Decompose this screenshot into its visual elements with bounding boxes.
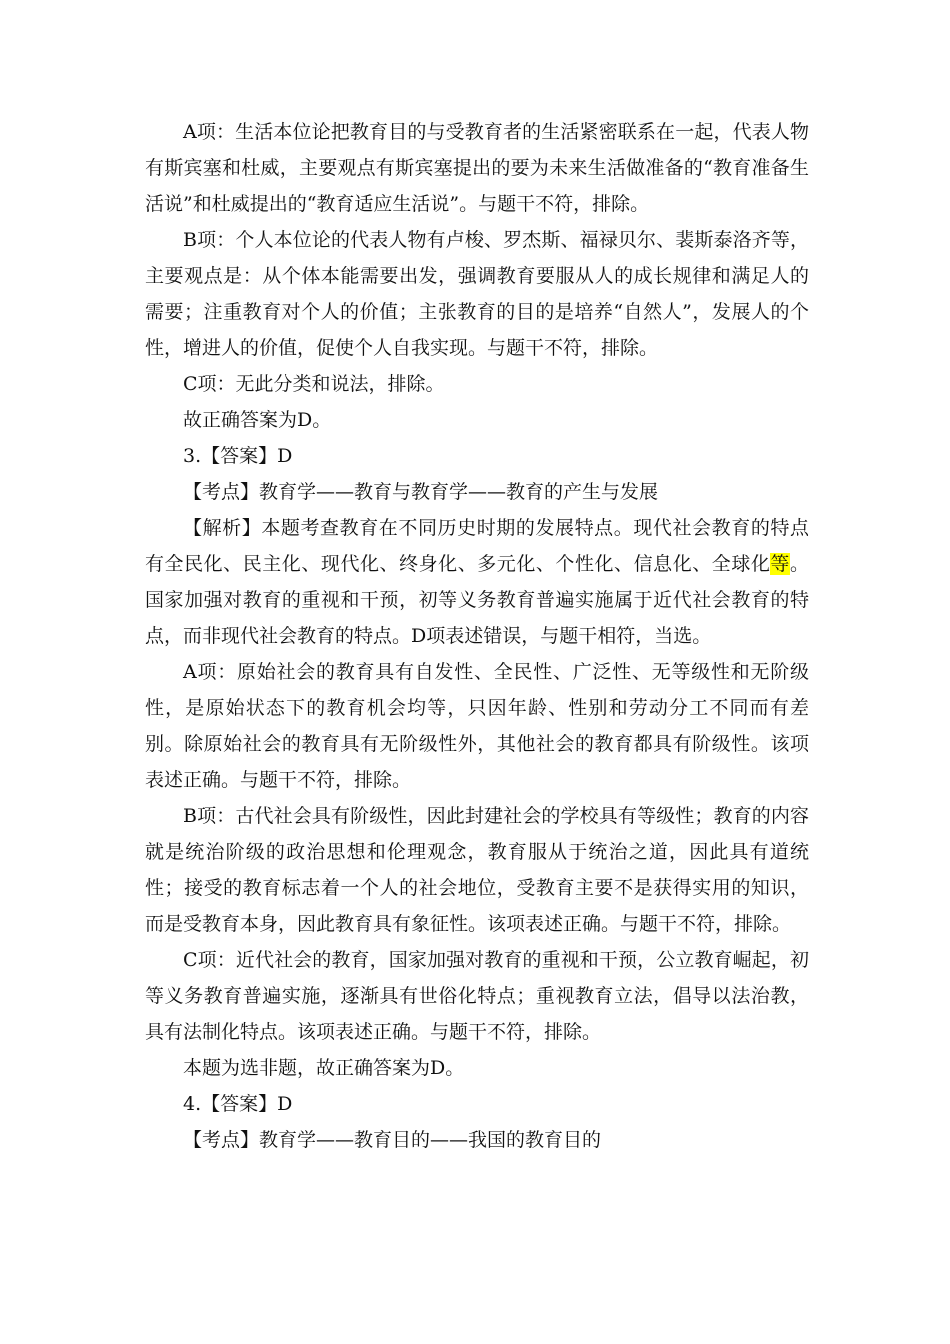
- paragraph-q3-option-b: B项：古代社会具有阶级性，因此封建社会的学校具有等级性；教育的内容就是统治阶级的政治思想和伦理观念，教育服从于统治之道，因此具有道统性；接受的教育标志着一个人的社会地位，受教育主要不是获得实用的知识，而是受教育本身，因此教育具有象征性。该项表述正确。与题干不符，排除。: [145, 805, 809, 935]
- paragraph-option-c: C项：无此分类和说法，排除。: [183, 373, 445, 395]
- answer-heading-q3: 3.【答案】D: [183, 445, 293, 467]
- document-page: [145, 114, 809, 1158]
- answer-heading-q4: 4.【答案】D: [183, 1093, 293, 1115]
- highlighted-text: 等: [770, 553, 790, 575]
- paragraph-q3-option-a: A项：原始社会的教育具有自发性、全民性、广泛性、无等级性和无阶级性，是原始状态下的教育机会均等，只因年龄、性别和劳动分工不同而有差别。除原始社会的教育具有无阶级性外，其他社会的教育都具有阶级性。该项表述正确。与题干不符，排除。: [145, 661, 809, 791]
- analysis-q3-text-before: 【解析】本题考查教育在不同历史时期的发展特点。现代社会教育的特点有全民化、民主化、现代化、终身化、多元化、个性化、信息化、全球化: [145, 517, 809, 575]
- paragraph-option-b-individual-based: B项：个人本位论的代表人物有卢梭、罗杰斯、福禄贝尔、裴斯泰洛齐等，主要观点是：从个体本能需要出发，强调教育要服从人的成长规律和满足人的需要；注重教育对个人的价值；主张教育的目的是培养“自然人”，发展人的个性，增进人的价值，促使个人自我实现。与题干不符，排除。: [145, 229, 809, 359]
- paragraph-conclusion: 故正确答案为D。: [183, 409, 332, 431]
- analysis-q3-text-after: 。国家加强对教育的重视和干预，初等义务教育普遍实施属于近代社会教育的特点，而非现代社会教育的特点。D项表述错误，与题干相符，当选。: [145, 553, 809, 647]
- paragraph-q3-option-c: C项：近代社会的教育，国家加强对教育的重视和干预，公立教育崛起，初等义务教育普遍实施，逐渐具有世俗化特点；重视教育立法，倡导以法治教，具有法制化特点。该项表述正确。与题干不符，排除。: [145, 949, 809, 1043]
- analysis-q3: [145, 510, 809, 654]
- paragraph-q3-conclusion: 本题为选非题，故正确答案为D。: [183, 1057, 465, 1079]
- test-point-q4: 【考点】教育学——教育目的——我国的教育目的: [183, 1129, 602, 1151]
- paragraph-option-a-life-based: A项：生活本位论把教育目的与受教育者的生活紧密联系在一起，代表人物有斯宾塞和杜威，主要观点有斯宾塞提出的要为未来生活做准备的“教育准备生活说”和杜威提出的“教育适应生活说”。与题干不符，排除。: [145, 121, 809, 215]
- test-point-q3: 【考点】教育学——教育与教育学——教育的产生与发展: [183, 481, 659, 503]
